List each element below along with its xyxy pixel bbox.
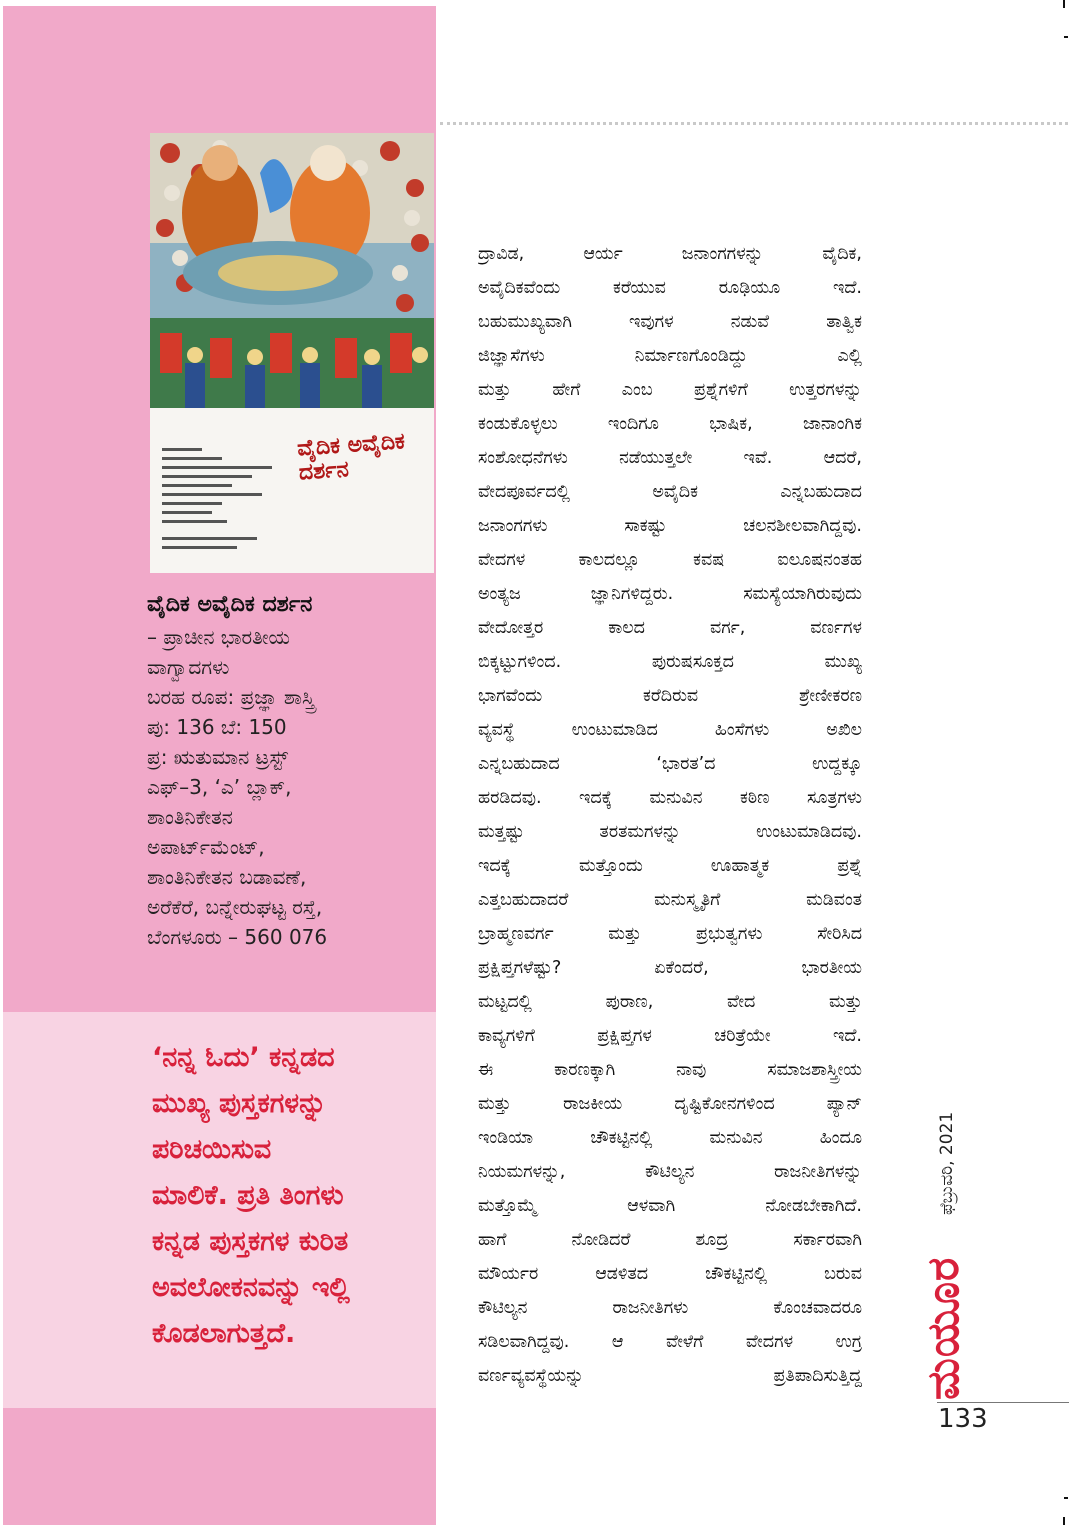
series-callout bbox=[152, 1035, 424, 1357]
body-line: ಕಂಡುಕೊಳ್ಳಲು ಇಂದಿಗೂ ಭಾಷಿಕ, ಜಾನಾಂಗಿಕ bbox=[478, 414, 862, 434]
cover-painting bbox=[150, 133, 434, 408]
crop-mark bbox=[1063, 1517, 1065, 1525]
body-line: ಇಂಡಿಯಾ ಚೌಕಟ್ಟಿನಲ್ಲಿ ಮನುವಿನ ಹಿಂದೂ bbox=[478, 1128, 862, 1148]
callout-line: ಮಾಲಿಕೆ. ಪ್ರತಿ ತಿಂಗಳು bbox=[152, 1180, 344, 1211]
body-line: ಮತ್ತು ರಾಜಕೀಯ ದೃಷ್ಟಿಕೋನಗಳಿಂದ ಪ್ಯಾನ್ bbox=[478, 1094, 862, 1114]
page-number-rule bbox=[937, 1402, 1069, 1403]
callout-line: ಕನ್ನಡ ಪುಸ್ತಕಗಳ ಕುರಿತ bbox=[152, 1226, 349, 1257]
issue-date: ಫೆಬ್ರುವರಿ, 2021 bbox=[937, 1111, 957, 1215]
book-pages-price: ಪು: 136 ಬೆ: 150 bbox=[147, 715, 287, 739]
body-line: ಮಟ್ಟದಲ್ಲಿ ಪುರಾಣ, ವೇದ ಮತ್ತು bbox=[478, 992, 862, 1012]
body-line: ವೇದೋತ್ತರ ಕಾಲದ ವರ್ಗ, ವರ್ಣಗಳ bbox=[478, 618, 862, 638]
body-line: ಹಾಗೆ ನೋಡಿದರೆ ಶೂದ್ರ ಸರ್ಕಾರವಾಗಿ bbox=[478, 1230, 862, 1250]
body-line: ವ್ಯವಸ್ಥೆ ಉಂಟುಮಾಡಿದ ಹಿಂಸೆಗಳು ಅಖಿಲ bbox=[478, 720, 862, 740]
body-line: ಸಂಶೋಧನೆಗಳು ನಡೆಯುತ್ತಲೇ ಇವೆ. ಆದರೆ, bbox=[478, 448, 862, 468]
crop-mark bbox=[1064, 1497, 1068, 1499]
crop-mark bbox=[1063, 0, 1065, 8]
body-line: ಸಡಿಲವಾಗಿದ್ದವು. ಆ ವೇಳೆಗೆ ವೇದಗಳ ಉಗ್ರ bbox=[478, 1332, 862, 1352]
body-line: ಭಾಗವೆಂದು ಕರೆದಿರುವ ಶ್ರೇಣೀಕರಣ bbox=[478, 686, 862, 706]
book-details bbox=[147, 590, 432, 952]
body-line: ಬಿಕ್ಕಟ್ಟುಗಳಿಂದ. ಪುರುಷಸೂಕ್ತದ ಮುಖ್ಯ bbox=[478, 652, 862, 672]
body-line: ಮತ್ತಷ್ಟು ತರತಮಗಳನ್ನು ಉಂಟುಮಾಡಿದವು. bbox=[478, 822, 862, 842]
book-subtitle: ವಾಗ್ವಾದಗಳು bbox=[147, 655, 230, 679]
body-line: ವೇದಪೂರ್ವದಲ್ಲಿ ಅವೈದಿಕ ಎನ್ನಬಹುದಾದ bbox=[478, 482, 862, 502]
crop-mark bbox=[1064, 36, 1068, 38]
body-line: ಜಿಜ್ಞಾಸೆಗಳು ನಿರ್ಮಾಣಗೊಂಡಿದ್ದು ಎಲ್ಲಿ bbox=[478, 346, 862, 366]
cover-title-art: ವೈದಿಕ ಅವೈದಿಕ ದರ್ಶನ bbox=[296, 429, 406, 486]
body-line: ಅಂತ್ಯಜ ಜ್ಞಾನಿಗಳಿದ್ದರು. ಸಮಸ್ಯೆಯಾಗಿರುವುದು bbox=[478, 584, 862, 604]
publisher-line: ಬೆಂಗಳೂರು – 560 076 bbox=[147, 925, 328, 949]
body-line: ಕಾವ್ಯಗಳಿಗೆ ಪ್ರಕ್ಷಿಪ್ತಗಳ ಚರಿತ್ರೆಯೇ ಇದೆ. bbox=[478, 1026, 862, 1046]
book-cover-image bbox=[150, 133, 434, 573]
body-line: ಮೌರ್ಯರ ಆಡಳಿತದ ಚೌಕಟ್ಟಿನಲ್ಲಿ ಬರುವ bbox=[478, 1264, 862, 1284]
page-number: 133 bbox=[938, 1404, 988, 1434]
body-line: ನಿಯಮಗಳನ್ನು, ಕೌಟಿಲ್ಯನ ರಾಜನೀತಿಗಳನ್ನು bbox=[478, 1162, 862, 1182]
publisher-line: ಶಾಂತಿನಿಕೇತನ bbox=[147, 805, 233, 829]
body-line: ವರ್ಣವ್ಯವಸ್ಥೆಯನ್ನು ಪ್ರತಿಪಾದಿಸುತ್ತಿದ್ದ bbox=[478, 1366, 862, 1386]
callout-line: ‘ನನ್ನ ಓದು’ ಕನ್ನಡದ bbox=[152, 1042, 335, 1073]
body-line: ಹರಡಿದವು. ಇದಕ್ಕೆ ಮನುವಿನ ಕಠಿಣ ಸೂತ್ರಗಳು bbox=[478, 788, 862, 808]
body-line: ಅವೈದಿಕವೆಂದು ಕರೆಯುವ ರೂಢಿಯೂ ಇದೆ. bbox=[478, 278, 862, 298]
body-line: ಎತ್ತಬಹುದಾದರೆ ಮನುಸ್ಮೃತಿಗೆ ಮಡಿವಂತ bbox=[478, 890, 862, 910]
book-author: ಬರಹ ರೂಪ: ಪ್ರಜ್ಞಾ ಶಾಸ್ತ್ರಿ bbox=[147, 685, 315, 709]
dotted-divider bbox=[440, 122, 1068, 125]
body-line: ಮತ್ತೊಮ್ಮೆ ಆಳವಾಗಿ ನೋಡಬೇಕಾಗಿದೆ. bbox=[478, 1196, 862, 1216]
body-line: ವೇದಗಳ ಕಾಲದಲ್ಲೂ ಕವಷ ಐಲೂಷನಂತಹ bbox=[478, 550, 862, 570]
cover-credits bbox=[162, 448, 282, 555]
publisher-line: ಅಪಾರ್ಟ್‌ಮೆಂಟ್, bbox=[147, 835, 265, 859]
body-line: ಪ್ರಕ್ಷಿಪ್ತಗಳೆಷ್ಟು? ಏಕೆಂದರೆ, ಭಾರತೀಯ bbox=[478, 958, 862, 978]
body-line: ಎನ್ನಬಹುದಾದ ‘ಭಾರತ’ದ ಉದ್ದಕ್ಕೂ bbox=[478, 754, 862, 774]
magazine-masthead: ಮಯೂರ bbox=[918, 1256, 969, 1400]
body-line: ಬಹುಮುಖ್ಯವಾಗಿ ಇವುಗಳ ನಡುವೆ ತಾತ್ವಿಕ bbox=[478, 312, 862, 332]
body-line: ಇದಕ್ಕೆ ಮತ್ತೊಂದು ಊಹಾತ್ಮಕ ಪ್ರಶ್ನೆ bbox=[478, 856, 862, 876]
body-line: ದ್ರಾವಿಡ, ಆರ್ಯ ಜನಾಂಗಗಳನ್ನು ವೈದಿಕ, bbox=[478, 244, 862, 264]
body-line: ಮತ್ತು ಹೇಗೆ ಎಂಬ ಪ್ರಶ್ನೆಗಳಿಗೆ ಉತ್ತರಗಳನ್ನು bbox=[478, 380, 862, 400]
cover-lower-panel bbox=[150, 408, 434, 573]
book-title: ವೈದಿಕ ಅವೈದಿಕ ದರ್ಶನ bbox=[147, 592, 313, 617]
article-body bbox=[478, 237, 862, 1393]
body-line: ಕೌಟಿಲ್ಯನ ರಾಜನೀತಿಗಳು ಕೊಂಚವಾದರೂ bbox=[478, 1298, 862, 1318]
body-line: ಜನಾಂಗಗಳು ಸಾಕಷ್ಟು ಚಲನಶೀಲವಾಗಿದ್ದವು. bbox=[478, 516, 862, 536]
publisher-line: ಪ್ರ: ಋತುಮಾನ ಟ್ರಸ್ಟ್ bbox=[147, 745, 289, 769]
body-line: ಬ್ರಾಹ್ಮಣವರ್ಗ ಮತ್ತು ಪ್ರಭುತ್ವಗಳು ಸೇರಿಸಿದ bbox=[478, 924, 862, 944]
body-line: ಈ ಕಾರಣಕ್ಕಾಗಿ ನಾವು ಸಮಾಜಶಾಸ್ತ್ರೀಯ bbox=[478, 1060, 862, 1080]
publisher-line: ಶಾಂತಿನಿಕೇತನ ಬಡಾವಣೆ, bbox=[147, 865, 307, 889]
callout-line: ಪರಿಚಯಿಸುವ bbox=[152, 1134, 272, 1165]
callout-line: ಮುಖ್ಯ ಪುಸ್ತಕಗಳನ್ನು bbox=[152, 1088, 327, 1119]
callout-line: ಅವಲೋಕನವನ್ನು ಇಲ್ಲಿ bbox=[152, 1272, 350, 1303]
callout-line: ಕೊಡಲಾಗುತ್ತದೆ. bbox=[152, 1318, 296, 1349]
publisher-line: ಅರೆಕೆರೆ, ಬನ್ನೇರುಘಟ್ಟ ರಸ್ತೆ, bbox=[147, 895, 323, 919]
publisher-line: ಎಫ್–3, ‘ಎ’ ಬ್ಲಾಕ್, bbox=[147, 775, 292, 799]
book-subtitle: – ಪ್ರಾಚೀನ ಭಾರತೀಯ bbox=[147, 625, 290, 649]
